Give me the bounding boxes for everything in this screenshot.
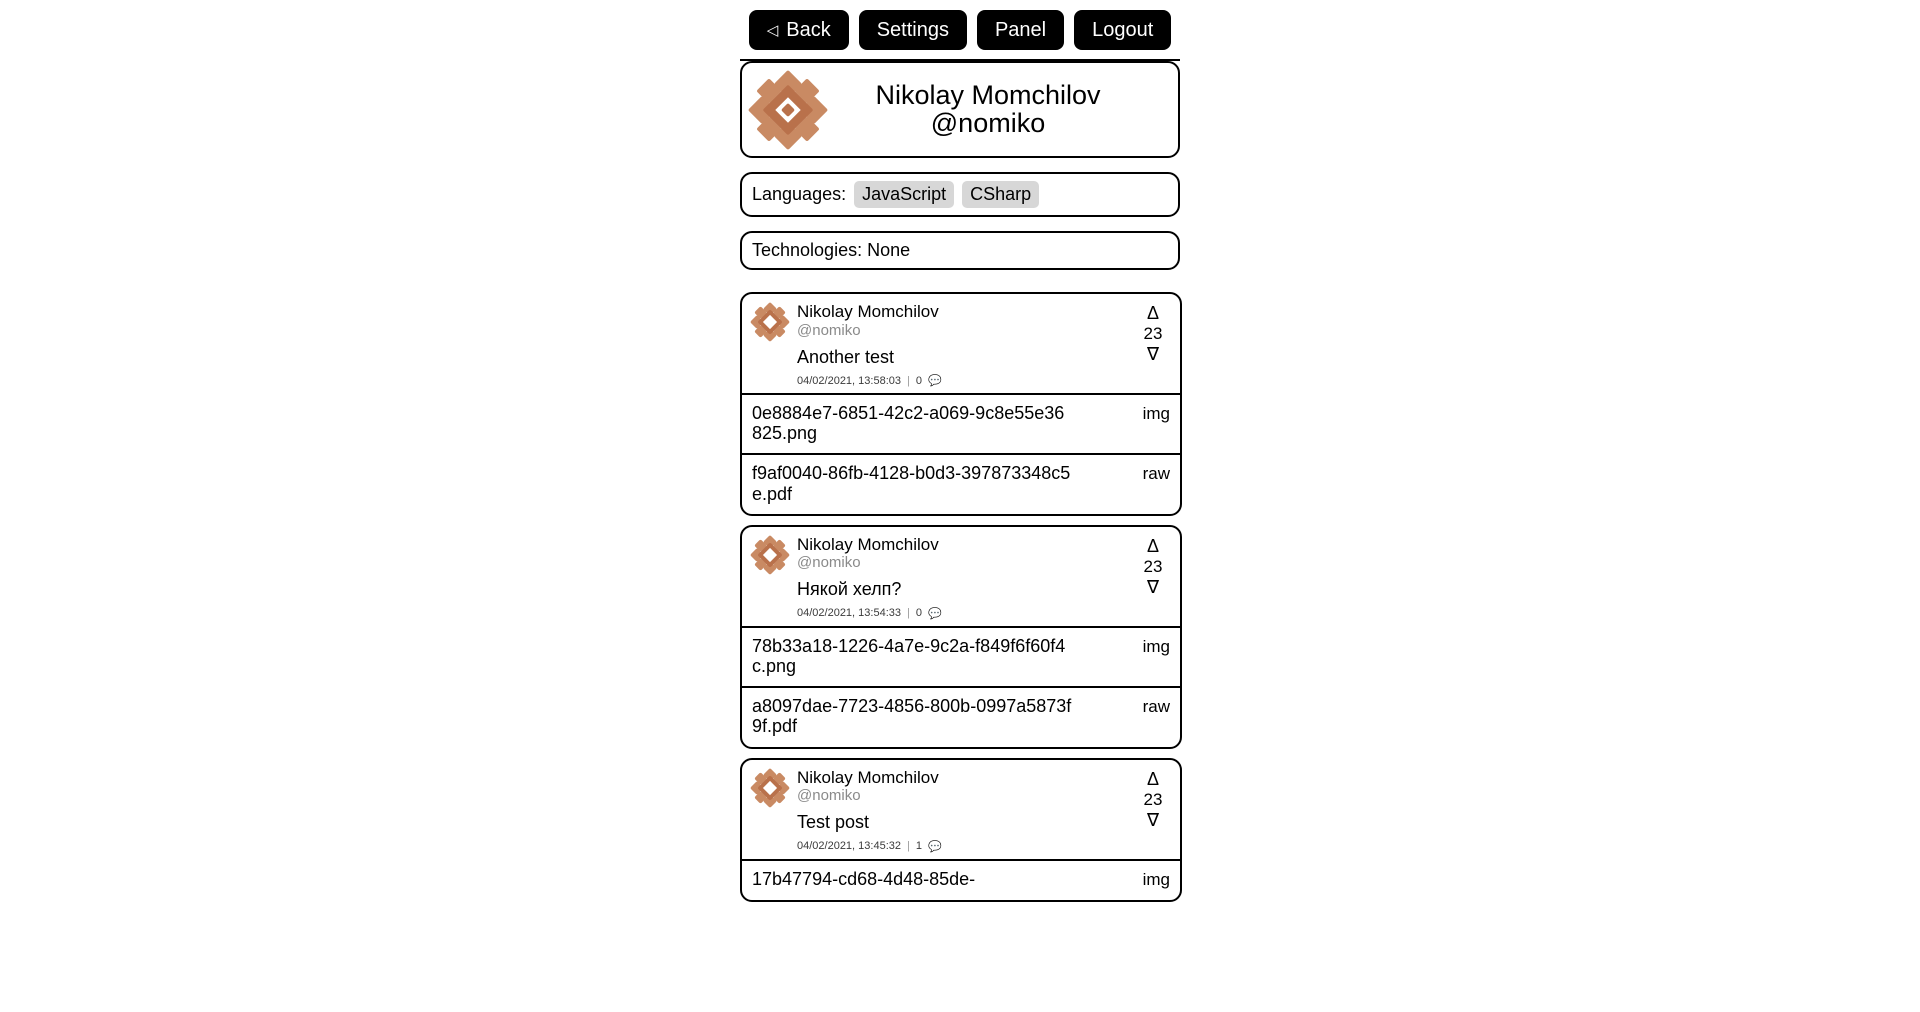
attachment-name: 0e8884e7-6851-42c2-a069-9c8e55e36825.png xyxy=(752,403,1065,444)
downvote-icon[interactable]: ∇ xyxy=(1146,809,1160,830)
attachment-kind[interactable]: raw xyxy=(1142,464,1170,484)
attachment-name: 17b47794-cd68-4d48-85de- xyxy=(752,868,976,889)
post-handle: @nomiko xyxy=(797,554,861,572)
downvote-icon[interactable]: ∇ xyxy=(1146,344,1160,364)
post-handle: @nomiko xyxy=(797,321,861,339)
vote-score: 23 xyxy=(1143,789,1163,809)
languages-label: Languages: xyxy=(752,184,847,204)
upvote-icon[interactable]: Δ xyxy=(1146,535,1160,556)
panel-button[interactable] xyxy=(977,10,1064,50)
vote-control xyxy=(1136,302,1170,387)
post-avatar-icon xyxy=(752,304,788,340)
post-content xyxy=(788,302,1136,387)
attachment-kind[interactable]: img xyxy=(1142,636,1170,656)
post-comment-count: 0 xyxy=(915,374,922,387)
vote-score: 23 xyxy=(1143,324,1163,343)
language-chip-javascript[interactable]: JavaScript xyxy=(854,181,954,208)
profile-card xyxy=(740,61,1180,158)
post-comment-count: 0 xyxy=(915,607,922,620)
post-timestamp: 04/02/2021, 13:54:33 xyxy=(797,607,901,620)
post-body: Някой хелп? xyxy=(797,579,902,600)
meta-separator: | xyxy=(906,374,910,387)
meta-separator: | xyxy=(906,840,910,853)
post-feed xyxy=(740,292,1182,902)
post-body: Another test xyxy=(797,346,895,367)
post-content xyxy=(788,768,1136,853)
comment-icon: 💬 xyxy=(927,375,942,388)
languages-card xyxy=(740,172,1180,217)
attachment-row[interactable] xyxy=(742,859,1180,900)
post-author: Nikolay Momchilov xyxy=(797,534,939,554)
attachment-row[interactable] xyxy=(742,393,1180,453)
post-header xyxy=(742,294,1180,393)
back-button-label: Back xyxy=(786,19,831,41)
vote-control xyxy=(1136,768,1170,853)
attachment-kind[interactable]: img xyxy=(1142,869,1170,889)
post-item[interactable] xyxy=(740,292,1182,516)
attachment-row[interactable] xyxy=(742,626,1180,686)
upvote-icon[interactable]: Δ xyxy=(1146,303,1160,323)
settings-button-label: Settings xyxy=(876,19,949,41)
post-content xyxy=(788,535,1136,620)
post-comment-count: 1 xyxy=(915,840,922,853)
attachment-row[interactable] xyxy=(742,453,1180,513)
post-author: Nikolay Momchilov xyxy=(797,302,939,321)
downvote-icon[interactable]: ∇ xyxy=(1146,576,1160,597)
upvote-icon[interactable]: Δ xyxy=(1146,768,1160,789)
attachment-kind[interactable]: raw xyxy=(1142,697,1170,717)
post-author: Nikolay Momchilov xyxy=(797,767,939,787)
attachment-kind[interactable]: img xyxy=(1142,404,1170,424)
vote-score: 23 xyxy=(1143,556,1163,576)
logout-button[interactable] xyxy=(1074,10,1171,50)
profile-handle: @nomiko xyxy=(930,107,1046,138)
attachment-name: a8097dae-7723-4856-800b-0997a5873f9f.pdf xyxy=(752,696,1072,737)
post-header xyxy=(742,760,1180,859)
post-item[interactable] xyxy=(740,525,1182,749)
post-timestamp: 04/02/2021, 13:45:32 xyxy=(797,840,901,853)
main-content xyxy=(740,59,1180,902)
settings-button[interactable] xyxy=(859,10,967,50)
user-avatar-icon xyxy=(752,74,824,146)
attachment-name: 78b33a18-1226-4a7e-9c2a-f849f6f60f4c.png xyxy=(752,635,1066,677)
technologies-card xyxy=(740,231,1180,270)
post-header xyxy=(742,527,1180,626)
attachment-name: f9af0040-86fb-4128-b0d3-397873348c5e.pdf xyxy=(752,463,1071,504)
logout-button-label: Logout xyxy=(1092,19,1154,41)
post-meta xyxy=(797,374,1136,387)
back-triangle-icon: ◁ xyxy=(766,21,779,39)
post-item[interactable] xyxy=(740,758,1182,902)
panel-button-label: Panel xyxy=(994,19,1047,41)
post-meta xyxy=(797,607,1136,620)
language-chip-csharp[interactable]: CSharp xyxy=(962,181,1039,208)
vote-control xyxy=(1136,535,1170,620)
back-button[interactable] xyxy=(749,10,849,50)
comment-icon: 💬 xyxy=(927,840,942,853)
meta-separator: | xyxy=(906,607,910,620)
post-avatar-icon xyxy=(752,537,788,573)
post-handle: @nomiko xyxy=(797,787,861,805)
post-meta xyxy=(797,840,1136,853)
post-avatar-icon xyxy=(752,770,788,806)
profile-identity xyxy=(838,79,1168,138)
comment-icon: 💬 xyxy=(927,607,942,620)
post-timestamp: 04/02/2021, 13:58:03 xyxy=(797,374,901,387)
technologies-text: Technologies: None xyxy=(752,240,911,260)
profile-name: Nikolay Momchilov xyxy=(875,79,1101,110)
post-body: Test post xyxy=(797,812,870,833)
top-navigation xyxy=(0,0,1920,50)
attachment-row[interactable] xyxy=(742,686,1180,746)
